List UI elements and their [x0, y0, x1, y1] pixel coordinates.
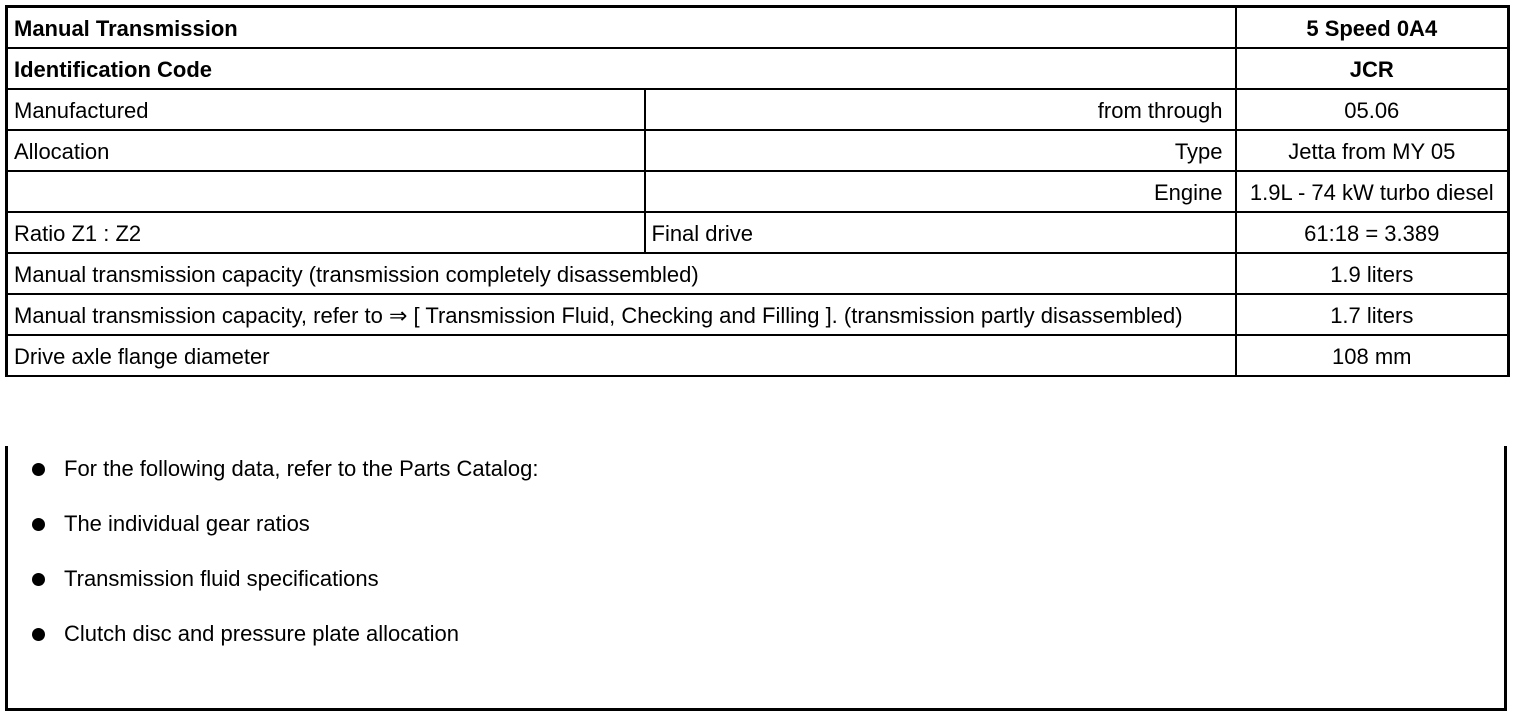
- capacity-full-label: Manual transmission capacity (transmission completely disassembled): [7, 253, 1236, 294]
- header-value: 5 Speed 0A4: [1236, 7, 1509, 49]
- capacity-partial-label: Manual transmission capacity, refer to ⇒ [ Transmission Fluid, Checking and Filling ]. (transmission partly disassembled): [7, 294, 1236, 335]
- capacity-full-value: 1.9 liters: [1236, 253, 1509, 294]
- notes-box: [5, 446, 1507, 711]
- table-row-capacity-full: [7, 253, 1509, 294]
- bullet-icon: [32, 463, 45, 476]
- flange-label: Drive axle flange diameter: [7, 335, 1236, 376]
- allocation-sublabel: Type: [645, 130, 1236, 171]
- allocation-value: Jetta from MY 05: [1236, 130, 1509, 171]
- list-item: [28, 456, 1504, 511]
- table-row-ratio: [7, 212, 1509, 253]
- note-text: Transmission fluid specifications: [64, 566, 379, 591]
- ratio-value: 61:18 = 3.389: [1236, 212, 1509, 253]
- bullet-icon: [32, 518, 45, 531]
- table-row-flange: [7, 335, 1509, 376]
- list-item: [28, 511, 1504, 566]
- table-row-header: [7, 7, 1509, 49]
- ratio-sublabel: Final drive: [645, 212, 1236, 253]
- table-row-manufactured: [7, 89, 1509, 130]
- table-row-engine: [7, 171, 1509, 212]
- manufactured-label: Manufactured: [7, 89, 645, 130]
- engine-sublabel: Engine: [645, 171, 1236, 212]
- note-text: The individual gear ratios: [64, 511, 310, 536]
- capacity-partial-value: 1.7 liters: [1236, 294, 1509, 335]
- manufactured-value: 05.06: [1236, 89, 1509, 130]
- table-row-allocation: [7, 130, 1509, 171]
- manufactured-sublabel: from through: [645, 89, 1236, 130]
- list-item: [28, 566, 1504, 621]
- transmission-spec-table: [5, 5, 1510, 377]
- note-text: Clutch disc and pressure plate allocation: [64, 621, 460, 646]
- flange-value: 108 mm: [1236, 335, 1509, 376]
- table-row-identification: [7, 48, 1509, 89]
- identification-label: Identification Code: [7, 48, 1236, 89]
- engine-empty-cell: [7, 171, 645, 212]
- identification-value: JCR: [1236, 48, 1509, 89]
- allocation-label: Allocation: [7, 130, 645, 171]
- engine-value: 1.9L - 74 kW turbo diesel: [1236, 171, 1509, 212]
- table-row-capacity-partial: [7, 294, 1509, 335]
- bullet-icon: [32, 573, 45, 586]
- bullet-icon: [32, 628, 45, 641]
- ratio-label: Ratio Z1 : Z2: [7, 212, 645, 253]
- note-text: For the following data, refer to the Parts Catalog:: [64, 456, 539, 481]
- notes-list: [8, 446, 1504, 676]
- list-item: [28, 621, 1504, 676]
- header-title: Manual Transmission: [7, 7, 1236, 49]
